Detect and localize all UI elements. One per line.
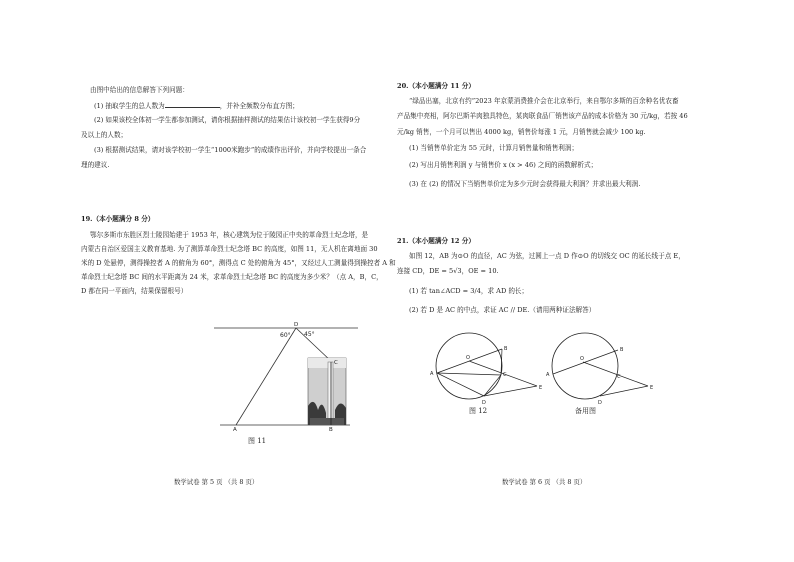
label-A: A bbox=[233, 427, 237, 433]
q21-part2: (2) 若 D 是 AC 的中点，求证 AC // DE.（请用两种证法解答） bbox=[409, 306, 596, 314]
angle-60-label: 60° bbox=[280, 332, 291, 339]
figure-12-caption: 图 12 bbox=[469, 407, 488, 415]
spare-circle bbox=[552, 333, 618, 399]
spare-label-E: E bbox=[650, 385, 654, 391]
label-C: C bbox=[334, 360, 338, 366]
line-AD bbox=[437, 373, 484, 396]
q18-part2-line2: 及以上的人数； bbox=[81, 131, 128, 139]
q19-line1: 鄂尔多斯市东胜区烈士陵园始建于 1953 年，核心建筑为位于陵园正中央的革命烈士纪念塔，是 bbox=[90, 231, 369, 239]
spare-figure-caption: 备用图 bbox=[575, 407, 596, 415]
q19-line3: 米的 D 处悬停，测得操控者 A 的俯角为 60°，测得点 C 处的俯角为 45°，又经过人工测量得到操控者 A 和 bbox=[81, 259, 396, 267]
q20-line3: 元/kg 销售，一个月可以售出 4000 kg，销售价每涨 1 元，月销售就会减少 100 kg. bbox=[397, 128, 646, 136]
label-B: B bbox=[504, 346, 508, 352]
circle-O bbox=[436, 333, 502, 399]
monument-base bbox=[310, 418, 344, 425]
q21-part1: (1) 若 tan∠ACD = 3/4，求 AD 的长； bbox=[409, 287, 529, 295]
q20-line2: 产品集中亮相，阿尔巴斯羊肉独具特色，某肉联食品厂销售该产品的成本价格为 30 元/kg，若按 46 bbox=[397, 112, 688, 120]
q21-line2: 连接 CD，DE = 5√3，OE = 10. bbox=[397, 267, 499, 275]
spare-tangent bbox=[600, 386, 648, 396]
spare-label-C: C bbox=[617, 374, 621, 380]
right-page bbox=[397, 0, 794, 562]
q20-part2: (2) 写出月销售利润 y 与销售价 x (x > 46) 之间的函数解析式； bbox=[409, 161, 598, 169]
q19-heading: 19.（本小题满分 8 分） bbox=[81, 215, 155, 223]
line-CD bbox=[484, 375, 501, 396]
q18-part1-tail: ，并补全频数分布直方图； bbox=[219, 102, 299, 110]
q20-part1: (1) 当销售单价定为 55 元时，计算月销售量和销售利润； bbox=[409, 144, 579, 152]
monument-sky bbox=[308, 358, 346, 368]
spare-label-O: O bbox=[580, 356, 584, 362]
monument-tower bbox=[328, 362, 333, 422]
spare-diameter bbox=[553, 350, 618, 374]
q18-part3-line1: (3) 根据测试结果，请对该学校初一学生“1000米跑步”的成绩作出评价，并向学校提出一条合 bbox=[94, 146, 367, 154]
label-A: A bbox=[430, 371, 434, 377]
q21-heading: 21.（本小题满分 12 分） bbox=[397, 237, 475, 245]
q20-heading: 20.（本小题满分 11 分） bbox=[397, 82, 475, 90]
q18-answer-blank[interactable] bbox=[165, 101, 220, 108]
q20-line1: “绿品出塞，北京有约”2023 年京蒙消费推介会在北京举行，来自鄂尔多斯的百余种名优农畜 bbox=[409, 97, 679, 105]
label-E: E bbox=[539, 385, 543, 391]
spare-label-A: A bbox=[546, 372, 550, 378]
footer-page-5: 数学试卷 第 5 页 （共 8 页） bbox=[174, 478, 259, 486]
footer-page-6: 数学试卷 第 6 页 （共 8 页） bbox=[502, 478, 587, 486]
spare-figure bbox=[545, 326, 660, 406]
spare-label-B: B bbox=[620, 347, 624, 353]
chord-AC bbox=[437, 373, 501, 375]
q18-intro: 由图中给出的信息解答下列问题： bbox=[90, 86, 189, 94]
angle-45-label: 45° bbox=[304, 331, 315, 338]
q19-line2: 内蒙古自治区爱国主义教育基地. 为了测算革命烈士纪念塔 BC 的高度，如图 11，无人机在离地面 30 bbox=[81, 245, 378, 253]
figure-11-caption: 图 11 bbox=[248, 437, 267, 445]
figure-11 bbox=[200, 318, 370, 433]
line-DA bbox=[236, 328, 296, 425]
figure-12 bbox=[427, 326, 552, 406]
spare-label-D: D bbox=[598, 400, 602, 406]
q19-line5: D 都在同一平面内，结果保留根号） bbox=[81, 287, 188, 295]
label-O: O bbox=[466, 355, 470, 361]
q18-part1-text: (1) 抽取学生的总人数为 bbox=[94, 102, 165, 110]
label-C: C bbox=[503, 372, 507, 378]
spare-line-OE bbox=[583, 362, 648, 386]
label-B: B bbox=[329, 427, 333, 433]
label-D: D bbox=[482, 400, 486, 406]
q18-part2-line1: (2) 如果该校全体初一学生都参加测试，请你根据抽样测试的结果估计该校初一学生获得9分 bbox=[94, 116, 361, 124]
q20-part3: (3) 在 (2) 的情况下当销售单价定为多少元时会获得最大利润？并求出最大利润. bbox=[409, 180, 641, 188]
q19-line4: 革命烈士纪念塔 BC 间的水平距离为 24 米，求革命烈士纪念塔 BC 的高度为多少米？（点 A，B，C， bbox=[81, 273, 383, 281]
q18-part3-line2: 理的建议. bbox=[81, 161, 110, 169]
label-D: D bbox=[294, 322, 299, 328]
q18-part1 bbox=[94, 101, 299, 111]
tangent-DE bbox=[484, 386, 537, 396]
q21-line1: 如图 12，AB 为⊙O 的直径，AC 为弦，过圆上一点 D 作⊙O 的切线交 OC 的延长线于点 E， bbox=[409, 252, 685, 260]
